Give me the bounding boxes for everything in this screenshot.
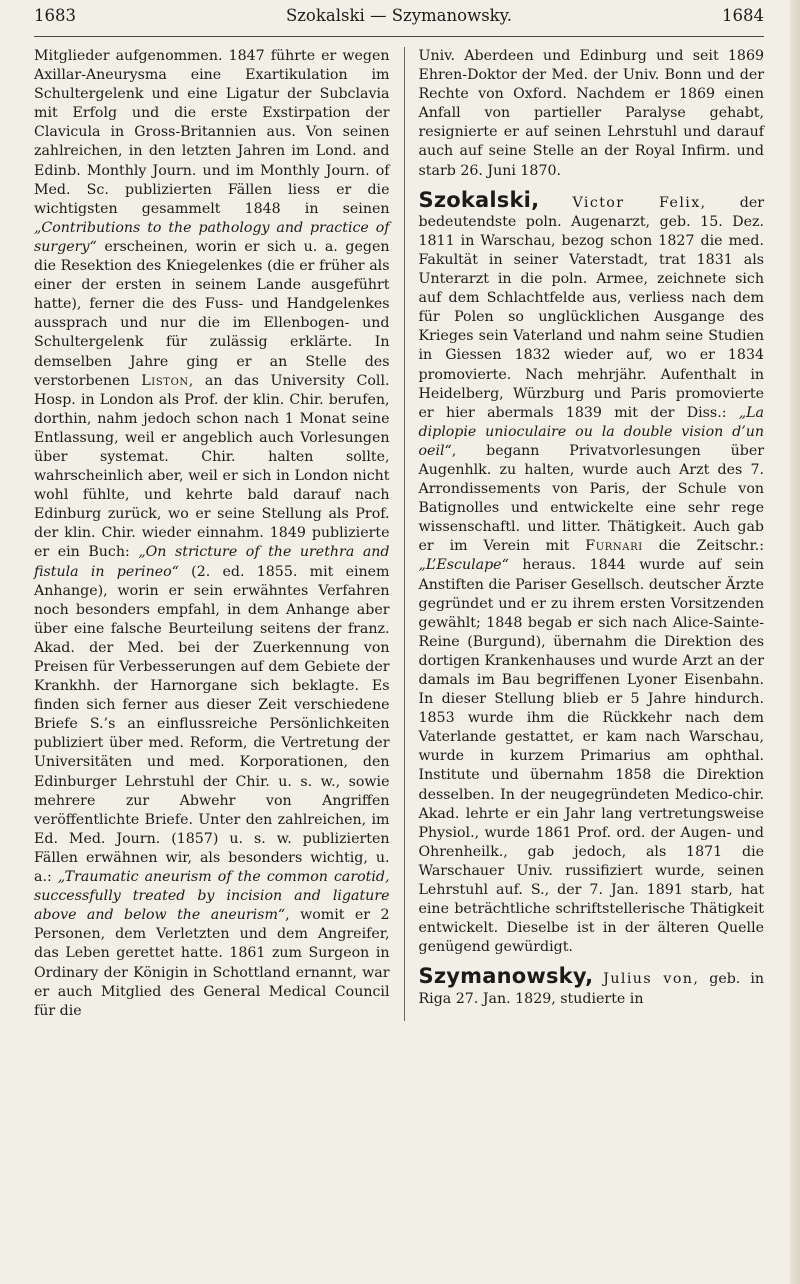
page-header: [34, 6, 764, 36]
given-name-szymanowsky: Julius von,: [603, 971, 700, 988]
entry-szymanowsky: Szymanowsky, Julius von, geb. in Riga 27. Jan. 1829, studierte in: [418, 964, 765, 1007]
page-number-right: 1684: [721, 6, 764, 25]
left-column: [34, 47, 404, 1021]
work-title-esculape: „L’Esculape“: [418, 557, 509, 574]
page-number-left: 1683: [34, 6, 76, 25]
work-title-contributions: „Contributions to the pathology and practice of surgery“: [34, 219, 390, 255]
page-edge-shadow: [790, 0, 800, 1284]
person-liston: Liston: [141, 372, 189, 389]
work-title-diplopie: „La diplopie unioculaire ou la double vision d’un oeil“: [418, 404, 765, 459]
work-title-aneurism: „Traumatic aneurism of the common carotid, successfully treated by incision and ligature above and below the aneurism“: [34, 869, 390, 924]
two-column-body: [34, 47, 764, 1021]
person-furnari: Furnari: [585, 538, 643, 555]
entry-name-szokalski: Szokalski,: [418, 187, 540, 212]
entry-name-szymanowsky: Szymanowsky,: [418, 964, 594, 989]
work-title-stricture: „On stricture of the urethra and fistula in perineo“: [34, 544, 390, 580]
right-column: [405, 47, 765, 1021]
header-rule: [34, 36, 764, 37]
running-title: Szokalski — Szymanowsky.: [285, 6, 513, 25]
given-name-szokalski: Victor Felix,: [572, 194, 707, 211]
liston-entry-end: Univ. Aberdeen und Edinburg und seit 1869 Ehren-Doktor der Med. der Univ. Bonn und der Rechte von Oxford. Nachdem er 1869 einen Anfall von partieller Paralyse gehabt, resignierte er auf seinen Lehrstuhl und darauf auch auf seine Stelle an der Royal Infirm. und starb 26. Juni 1870.: [418, 48, 765, 179]
liston-entry-continued: Mitglieder aufgenommen. 1847 führte er wegen Axillar-Aneurysma eine Exartikulation im Schultergelenk und eine Ligatur der Subclavia mit Erfolg und die erste Exstirpation der Clavicula in Gross-Britannien aus. Von seinen zahlreichen, in den letzten Jahren im Lond. and Edinb. Monthly Journ. und im Monthly Journ. of Med. Sc. publizierten Fällen liess er die wichtigsten gesammelt 1848 in seinen „Contributions to the pathology and practice of surgery“ erscheinen, worin er sich u. a. gegen die Resektion des Kniegelenkes (die er früher als einer der ersten in seinem Lande ausgeführt hatte), ferner die des Fuss- und Handgelenkes aussprach und nur die im Ellenbogen- und Schultergelenk für zulässig erklärte. In demselben Jahre ging er an Stelle des verstorbenen Liston, an das University Coll. Hosp. in London als Prof. der klin. Chir. berufen, dorthin, nahm jedoch schon nach 1 Monat seine Entlassung, weil er angeblich auch Vorlesungen über systemat. Chir. halten sollte, wahrscheinlich aber, weil er sich in London nicht wohl fühlte, und kehrte bald darauf nach Edinburg zurück, wo er seine Stellung als Prof. der klin. Chir. wieder einnahm. 1849 publizierte er ein Buch: „On stricture of the urethra and fistula in perineo“ (2. ed. 1855. mit einem Anhange), worin er sein erwähntes Verfahren noch besonders empfahl, in dem Anhange aber über eine falsche Beurteilung seitens der franz. Akad. der Med. bei der Zuerkennung von Preisen für Verbesserungen auf dem Gebiete der Krankhh. der Harnorgane sich beklagte. Es finden sich ferner aus dieser Zeit verschiedene Briefe S.’s an einflussreiche Persönlichkeiten publiziert über med. Reform, die Vertretung der Universitäten und med. Korporationen, den Edinburger Lehrstuhl der Chir. u. s. w., sowie mehrere zur Abwehr von Angriffen veröffentlichte Briefe. Unter den zahlreichen, im Ed. Med. Journ. (1857) u. s. w. publizierten Fällen erwähnen wir, als besonders wichtig, u. a.: „Traumatic aneurism of the common carotid, successfully treated by incision and ligature above and below the aneurism“, womit er 2 Personen, dem Verletzten und dem Angreifer, das Leben gerettet hatte. 1861 zum Surgeon in Ordinary der Königin in Schottland ernannt, war er auch Mitglied des General Medical Council für die: [34, 48, 390, 1019]
entry-szokalski: Szokalski, Victor Felix, der bedeutendste poln. Augenarzt, geb. 15. Dez. 1811 in Warschau, bezog schon 1827 die med. Fakultät in seiner Vaterstadt, trat 1831 als Unterarzt in die poln. Armee, zeichnete sich auf dem Schlachtfelde aus, verliess nach dem für Polen so unglücklichen Ausgange des Krieges sein Vaterland und nahm seine Studien in Giessen 1832 wieder auf, wo er 1834 promovierte. Nach mehrjähr. Aufenthalt in Heidelberg, Würzburg und Paris promovierte er hier abermals 1839 mit der Diss.: „La diplopie unioculaire ou la double vision d’un oeil“, begann Privatvorlesungen über Augenhlk. zu halten, wurde auch Arzt des 7. Arrondissements von Paris, der Schule von Batignolles und entwickelte eine sehr rege wissenschaftl. und litter. Thätigkeit. Auch gab er im Verein mit Furnari die Zeitschr.: „L’Esculape“ heraus. 1844 wurde auf sein Anstiften die Pariser Gesellsch. deutscher Ärzte gegründet und er zu ihrem ersten Vorsitzenden gewählt; 1848 begab er sich nach Alice-Sainte-Reine (Burgund), übernahm die Direktion des dortigen Krankenhauses und wurde Arzt an der damals im Bau begriffenen Lyoner Eisenbahn. In dieser Stellung blieb er 5 Jahre hindurch. 1853 wurde ihm die Rückkehr nach dem Vaterlande gestattet, er kam nach Warschau, wurde in kurzem Primarius am ophthal. Institute und übernahm 1858 die Direktion desselben. In der neugegründeten Medico-chir. Akad. lehrte er ein Jahr lang vertretungsweise Physiol., wurde 1861 Prof. ord. der Augen- und Ohrenheilk., gab jedoch, als 1871 die Warschauer Univ. russifiziert wurde, seinen Lehrstuhl auf. S., der 7. Jan. 1891 starb, hat eine beträchtliche schriftstellerische Thätigkeit entwickelt. Dieselbe ist in der älteren Quelle genügend gewürdigt.: [418, 187, 765, 956]
